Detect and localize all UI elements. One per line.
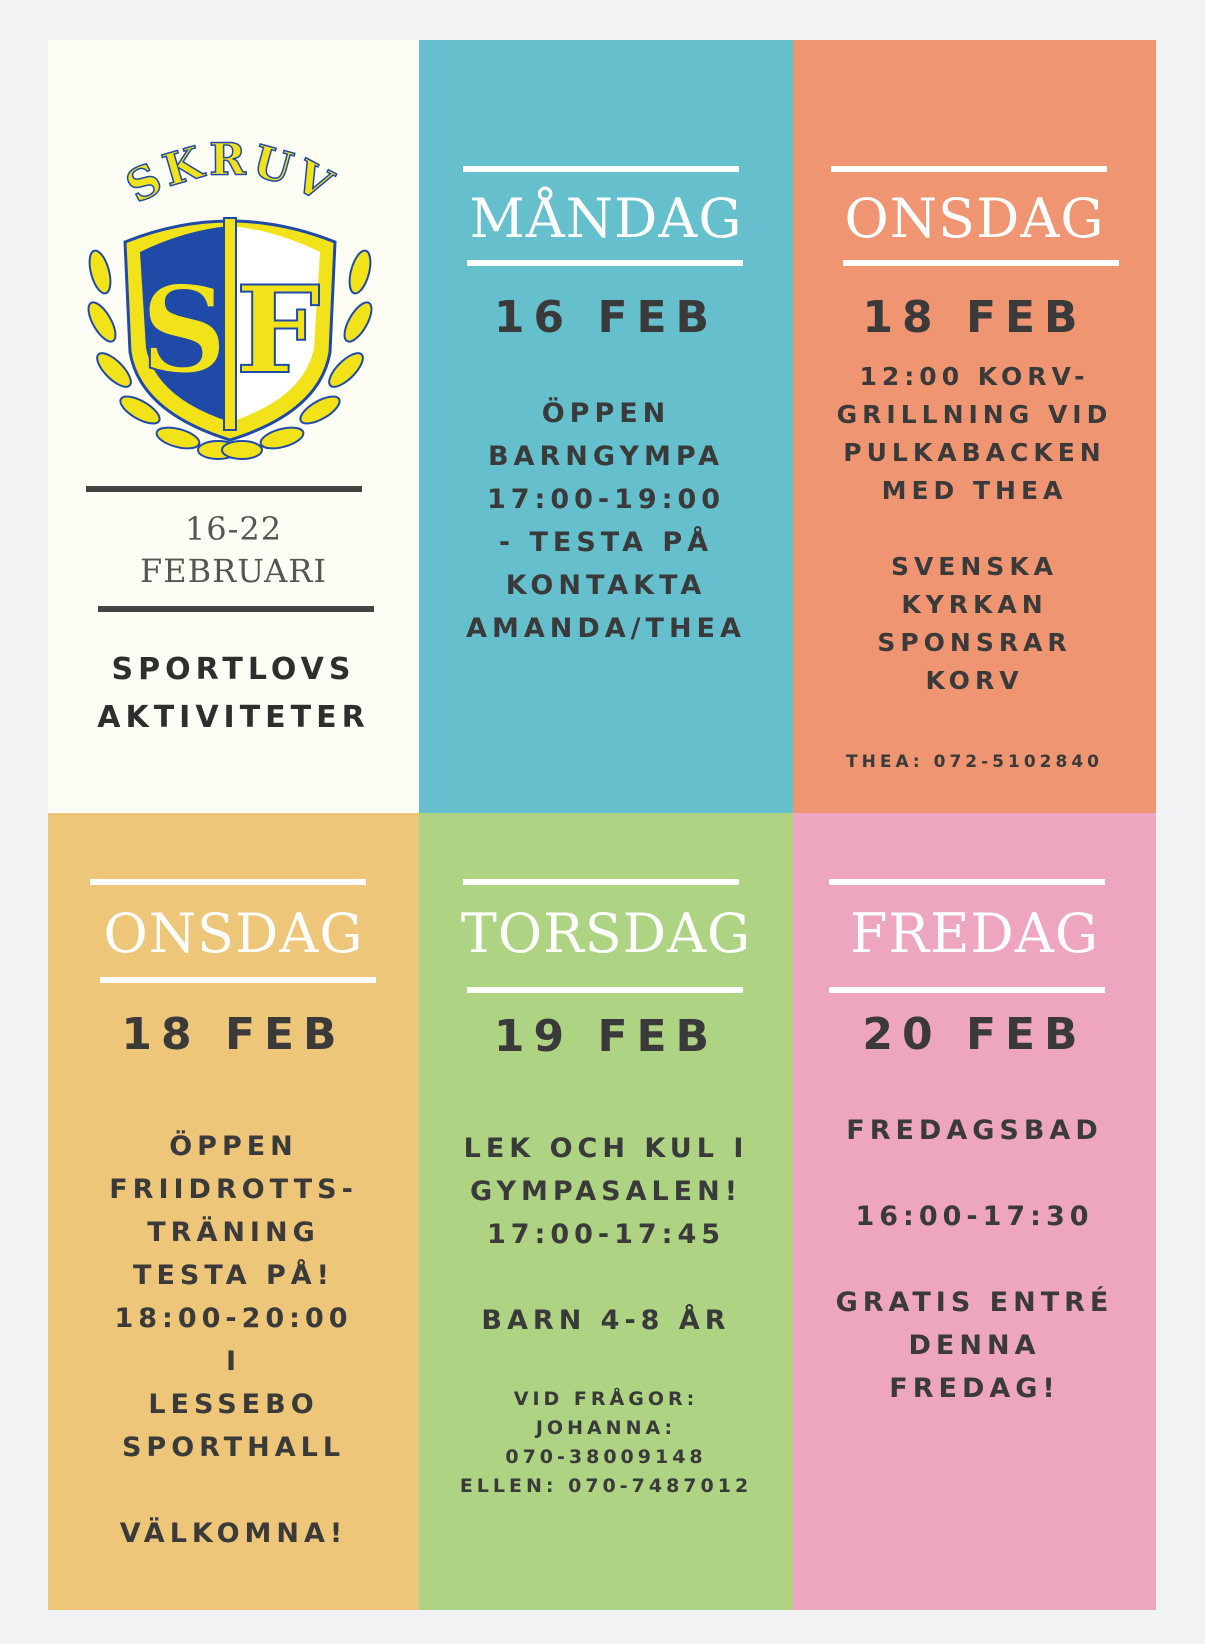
wednesday1-panel (793, 40, 1156, 813)
wednesday2-line: SPORTHALL (121, 1432, 346, 1463)
wednesday2-panel (48, 813, 419, 1610)
wednesday2-bar-top (90, 879, 366, 885)
logo-text: SKRUV (118, 134, 344, 214)
wednesday2-details (48, 1125, 419, 1555)
wednesday1-line: SVENSKA (890, 552, 1059, 581)
monday-line: - TESTA PÅ (498, 527, 714, 558)
poster (48, 40, 1156, 1610)
wednesday1-line: PULKABACKEN (843, 438, 1106, 467)
thursday-contact (419, 1385, 793, 1501)
svg-text:SKRUV (118, 134, 343, 213)
monday-bar-bottom (467, 260, 743, 266)
logo-letter-s: S (140, 260, 228, 401)
wednesday2-line: I (225, 1346, 242, 1377)
thursday-line: 17:00-17:45 (486, 1219, 726, 1250)
friday-date: 20 FEB (862, 1009, 1087, 1060)
wednesday1-line: MED THEA (881, 476, 1068, 505)
monday-day: MÅNDAG (469, 187, 743, 250)
wednesday2-welcome: VÄLKOMNA! (119, 1518, 348, 1549)
wednesday1-date: 18 FEB (862, 292, 1087, 343)
thursday-age: BARN 4-8 ÅR (481, 1305, 731, 1336)
friday-line: DENNA (908, 1330, 1041, 1361)
thursday-bar-bottom (467, 987, 743, 993)
monday-line: BARNGYMPA (487, 441, 725, 472)
wednesday1-bar-bottom (843, 260, 1119, 266)
wednesday1-details (793, 358, 1156, 700)
monday-date: 16 FEB (493, 292, 719, 343)
wednesday1-line: KYRKAN (901, 590, 1048, 619)
friday-day: FREDAG (850, 902, 1099, 965)
wednesday2-line: FRIIDROTTS- (109, 1174, 358, 1205)
wednesday1-line: GRILLNING VID (836, 400, 1113, 429)
thursday-date: 19 FEB (493, 1011, 719, 1062)
date-range-line2: FEBRUARI (140, 552, 327, 590)
date-range-line1: 16-22 (184, 510, 283, 548)
poster-title-line2: AKTIVITETER (97, 700, 370, 735)
wednesday2-date: 18 FEB (121, 1009, 346, 1060)
thursday-panel (419, 813, 793, 1610)
thursday-day: TORSDAG (460, 902, 752, 965)
monday-line: 17:00-19:00 (486, 484, 726, 515)
date-range (48, 508, 419, 592)
wednesday2-line: 18:00-20:00 (114, 1303, 353, 1334)
monday-panel (419, 40, 793, 813)
thursday-contact-line: JOHANNA: (535, 1417, 677, 1439)
friday-bar-bottom (829, 987, 1105, 993)
wednesday2-line: TESTA PÅ! (133, 1260, 334, 1291)
friday-event: FREDAGSBAD (846, 1115, 1103, 1146)
wednesday2-line: TRÄNING (147, 1217, 320, 1248)
thursday-details (419, 1127, 793, 1342)
poster-title (48, 646, 419, 742)
wednesday1-line: 12:00 KORV- (859, 362, 1090, 391)
thursday-contact-line: VID FRÅGOR: (513, 1388, 699, 1410)
monday-line: KONTAKTA (505, 570, 707, 601)
monday-line: AMANDA/THEA (466, 613, 746, 644)
thursday-line: GYMPASALEN! (469, 1176, 743, 1207)
friday-line: GRATIS ENTRÉ (835, 1287, 1114, 1318)
skruv-sif-logo (80, 122, 380, 462)
wednesday1-day: ONSDAG (844, 187, 1105, 250)
logo-letter-f: F (235, 260, 321, 401)
friday-line: FREDAG! (889, 1373, 1060, 1404)
thursday-contact-line: 070-38009148 (505, 1446, 707, 1468)
wednesday2-bar-bottom (100, 977, 376, 983)
friday-panel (793, 813, 1156, 1610)
monday-details (419, 392, 793, 650)
friday-time: 16:00-17:30 (855, 1201, 1094, 1232)
wednesday1-line: SPONSRAR (877, 628, 1072, 657)
wednesday1-bar-top (831, 166, 1107, 172)
divider-bottom (98, 606, 374, 612)
wednesday1-contact: THEA: 072-5102840 (846, 752, 1103, 772)
wednesday2-line: LESSEBO (148, 1389, 319, 1420)
thursday-bar-top (463, 879, 739, 885)
divider-top (86, 486, 362, 492)
wednesday2-day: ONSDAG (103, 902, 364, 965)
friday-bar-top (829, 879, 1105, 885)
monday-bar-top (463, 166, 739, 172)
thursday-line: LEK OCH KUL I (463, 1133, 749, 1164)
wednesday2-line: ÖPPEN (169, 1131, 298, 1162)
thursday-contact-line: ELLEN: 070-7487012 (459, 1475, 753, 1497)
intro-panel (48, 40, 419, 813)
friday-details (793, 1109, 1156, 1410)
poster-title-line1: SPORTLOVS (111, 652, 356, 687)
wednesday1-line: KORV (925, 666, 1024, 695)
monday-line: ÖPPEN (541, 398, 671, 429)
